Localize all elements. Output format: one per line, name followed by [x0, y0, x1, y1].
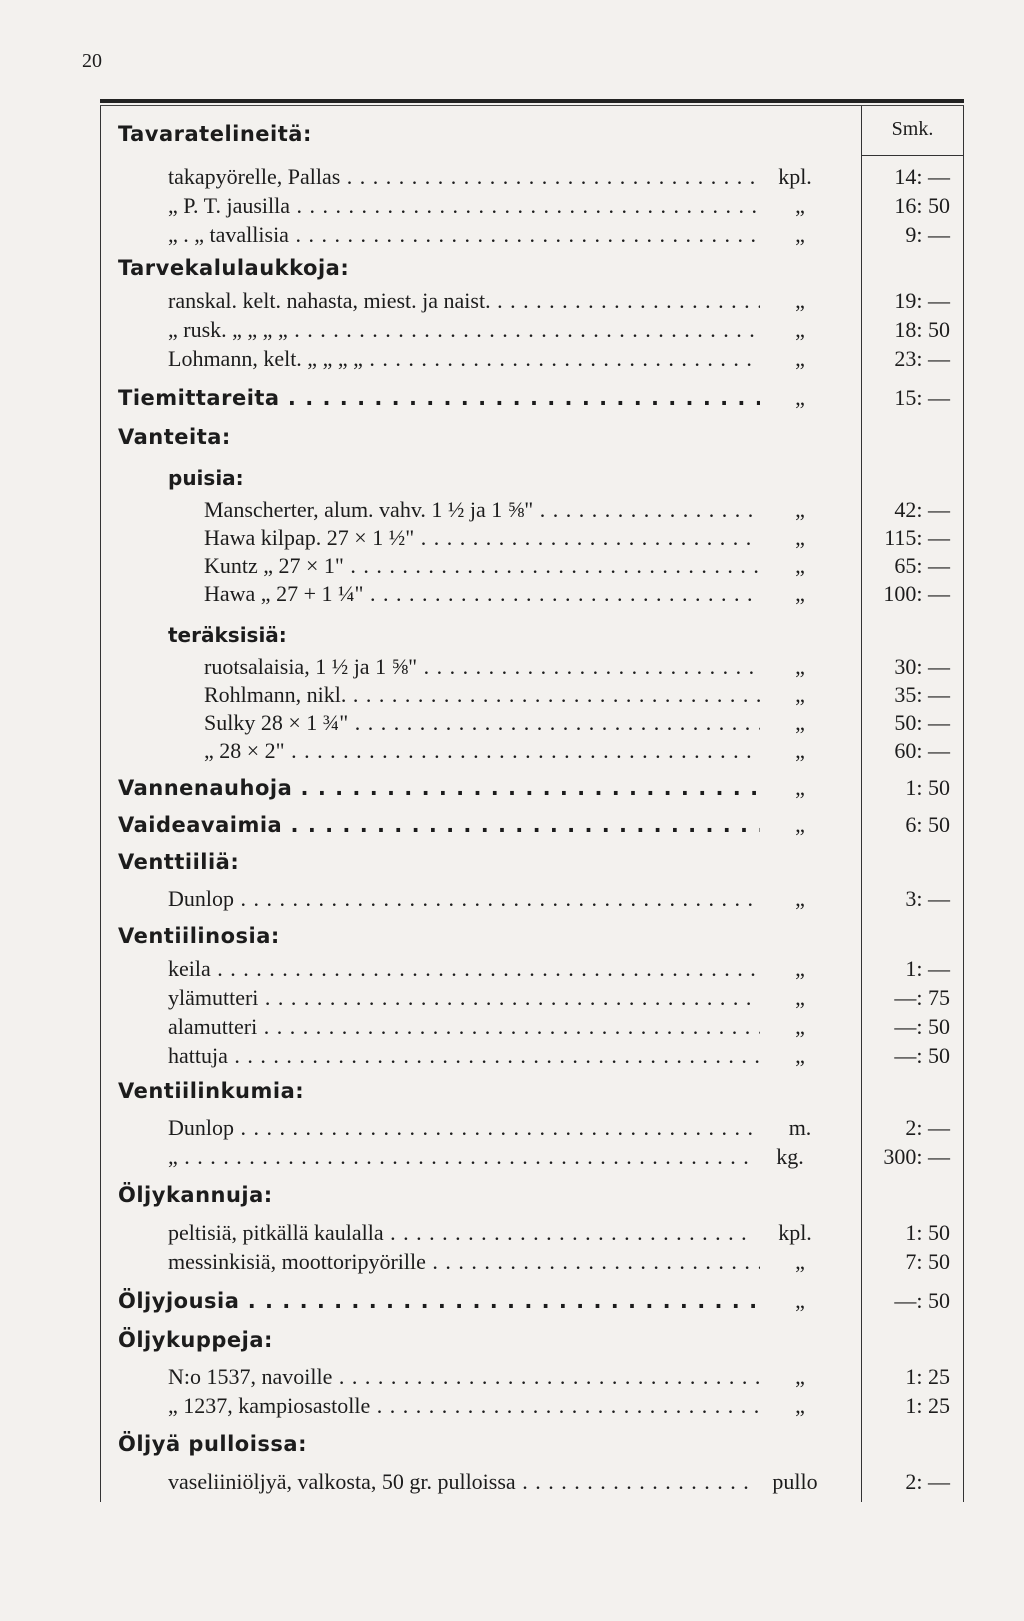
item-description: Rohlmann, nikl. . . .	[204, 680, 760, 710]
price-row	[100, 884, 964, 914]
unit-label: „	[795, 317, 805, 342]
unit-label: „	[795, 385, 805, 410]
item-description: „ . „ tavallisia . . .	[168, 220, 760, 250]
unit-label: pullo	[772, 1469, 818, 1494]
price-row	[100, 1391, 964, 1421]
price-row	[100, 1041, 964, 1071]
unit-label: „	[795, 1393, 805, 1418]
price-row	[100, 344, 964, 374]
price-value: 115: —	[884, 525, 950, 550]
price-row	[100, 736, 964, 766]
item-description: ruotsalaisia, 1 ½ ja 1 ⅝" . . .	[204, 652, 760, 682]
unit-label: „	[795, 1288, 805, 1313]
section-heading-row	[100, 1076, 964, 1106]
subsection-label: puisia:	[168, 466, 244, 490]
price-row	[100, 1113, 964, 1143]
unit-label: „	[795, 222, 805, 247]
unit-label: „	[795, 1014, 805, 1039]
unit-label: „	[795, 346, 805, 371]
item-description: Dunlop . . .	[168, 1113, 760, 1143]
price-value: —: 75	[894, 985, 950, 1010]
section-heading-row	[100, 119, 964, 149]
price-value: 42: —	[894, 497, 950, 522]
unit-label: „	[795, 581, 805, 606]
unit-label: „	[795, 682, 805, 707]
item-description: alamutteri . . .	[168, 1012, 760, 1042]
section-heading-row	[100, 253, 964, 283]
item-description: Sulky 28 × 1 ¾" . . .	[204, 708, 760, 738]
price-value: 60: —	[894, 738, 950, 763]
price-row	[100, 1362, 964, 1392]
price-row	[100, 1218, 964, 1248]
unit-label: „	[795, 193, 805, 218]
price-value: 18: 50	[894, 317, 950, 342]
price-value: —: 50	[894, 1288, 950, 1313]
unit-label: „	[795, 1364, 805, 1389]
section-heading: Ventiilinosia:	[118, 924, 280, 948]
price-value: —: 50	[894, 1043, 950, 1068]
unit-label: „	[795, 1043, 805, 1068]
section-heading-row	[100, 810, 964, 840]
item-description: ylämutteri . . .	[168, 983, 760, 1013]
subsection-label: teräksisiä:	[168, 623, 287, 647]
section-heading-row	[100, 773, 964, 803]
price-row	[100, 1467, 964, 1497]
unit-label: „	[795, 956, 805, 981]
unit-label: „	[795, 525, 805, 550]
price-row	[100, 286, 964, 316]
price-value: 15: —	[894, 385, 950, 410]
subsection-row	[100, 463, 964, 493]
section-heading-row	[100, 921, 964, 951]
unit-label: „	[795, 654, 805, 679]
price-value: 1: 25	[905, 1393, 950, 1418]
section-heading-row	[100, 422, 964, 452]
unit-label: kpl.	[778, 164, 812, 189]
price-value: 1: 25	[905, 1364, 950, 1389]
section-heading: Öljykannuja:	[118, 1183, 273, 1207]
item-description: Hawa „ 27 + 1 ¼" . . .	[204, 579, 760, 609]
item-description: „ 28 × 2" . . .	[204, 736, 760, 766]
item-description: messinkisiä, moottoripyörille . . .	[168, 1247, 760, 1277]
price-value: 9: —	[905, 222, 950, 247]
section-heading: Venttiiliä:	[118, 850, 240, 874]
item-description: Kuntz „ 27 × 1" . . .	[204, 551, 760, 581]
section-heading-row	[100, 847, 964, 877]
unit-label: „	[795, 497, 805, 522]
item-description: Dunlop . . .	[168, 884, 760, 914]
section-heading: Tarvekalulaukkoja:	[118, 256, 350, 280]
section-heading: Tavaratelineitä:	[118, 122, 312, 146]
page-number: 20	[82, 50, 102, 72]
item-description: „ 1237, kampiosastolle . . .	[168, 1391, 760, 1421]
price-row	[100, 191, 964, 221]
price-value: 14: —	[894, 164, 950, 189]
price-value: 16: 50	[894, 193, 950, 218]
unit-label: kpl.	[778, 1220, 812, 1245]
price-value: 30: —	[894, 654, 950, 679]
item-description: N:o 1537, navoille . . .	[168, 1362, 760, 1392]
price-row	[100, 220, 964, 250]
unit-label: „	[795, 985, 805, 1010]
price-value: 100: —	[883, 581, 950, 606]
item-description: „ P. T. jausilla . . .	[168, 191, 760, 221]
price-value: 3: —	[905, 886, 950, 911]
section-heading: Öljyjousia . . .	[118, 1286, 760, 1316]
price-row	[100, 162, 964, 192]
item-description: ranskal. kelt. nahasta, miest. ja naist. . . .	[168, 286, 760, 316]
price-row	[100, 551, 964, 581]
section-heading: Tiemittareita . . .	[118, 383, 760, 413]
item-description: keila . . .	[168, 954, 760, 984]
price-value: —: 50	[894, 1014, 950, 1039]
unit-label: „	[795, 288, 805, 313]
price-row	[100, 652, 964, 682]
section-heading-row	[100, 383, 964, 413]
price-value: 7: 50	[905, 1249, 950, 1274]
item-description: „ . . .	[168, 1142, 755, 1172]
section-heading-row	[100, 1180, 964, 1210]
section-heading: Ventiilinkumia:	[118, 1079, 305, 1103]
section-heading-row	[100, 1286, 964, 1316]
price-value: 65: —	[894, 553, 950, 578]
item-description: hattuja . . .	[168, 1041, 760, 1071]
item-description: peltisiä, pitkällä kaulalla . . .	[168, 1218, 755, 1248]
price-row	[100, 495, 964, 525]
price-row	[100, 1142, 964, 1172]
unit-label: „	[795, 738, 805, 763]
section-heading-row	[100, 1429, 964, 1459]
item-description: Hawa kilpap. 27 × 1 ½" . . .	[204, 523, 760, 553]
section-heading: Vaideavaimia . . .	[118, 810, 760, 840]
top-rule	[100, 99, 964, 103]
unit-label: kg.	[776, 1144, 804, 1169]
price-value: 2: —	[905, 1469, 950, 1494]
price-value: 1: —	[905, 956, 950, 981]
price-value: 19: —	[894, 288, 950, 313]
price-value: 35: —	[894, 682, 950, 707]
price-value: 23: —	[894, 346, 950, 371]
price-value: 300: —	[883, 1144, 950, 1169]
price-value: 50: —	[894, 710, 950, 735]
section-heading-row	[100, 1325, 964, 1355]
price-row	[100, 954, 964, 984]
top-rule-thin	[100, 105, 964, 106]
price-row	[100, 1247, 964, 1277]
price-value: 2: —	[905, 1115, 950, 1140]
header-underline	[862, 155, 963, 156]
unit-label: „	[795, 775, 805, 800]
price-row	[100, 708, 964, 738]
item-description: Lohmann, kelt. „ „ „ „ . . .	[168, 344, 760, 374]
price-row	[100, 315, 964, 345]
currency-column-header: Smk.	[891, 118, 934, 140]
price-row	[100, 1012, 964, 1042]
section-heading: Öljykuppeja:	[118, 1328, 273, 1352]
unit-label: „	[795, 553, 805, 578]
unit-label: „	[795, 812, 805, 837]
price-row	[100, 680, 964, 710]
subsection-row	[100, 620, 964, 650]
item-description: Manscherter, alum. vahv. 1 ½ ja 1 ⅝" . . .	[204, 495, 760, 525]
unit-label: „	[795, 886, 805, 911]
item-description: vaseliiniöljyä, valkosta, 50 gr. pulloissa . . .	[168, 1467, 755, 1497]
unit-label: m.	[788, 1115, 812, 1140]
price-row	[100, 579, 964, 609]
unit-label: „	[795, 1249, 805, 1274]
unit-label: „	[795, 710, 805, 735]
price-row	[100, 523, 964, 553]
item-description: takapyörelle, Pallas . . .	[168, 162, 755, 192]
section-heading: Vanteita:	[118, 425, 231, 449]
section-heading: Öljyä pulloissa:	[118, 1432, 307, 1456]
price-value: 1: 50	[905, 775, 950, 800]
item-description: „ rusk. „ „ „ „ . . .	[168, 315, 760, 345]
price-value: 6: 50	[905, 812, 950, 837]
section-heading: Vannenauhoja . . .	[118, 773, 760, 803]
price-value: 1: 50	[905, 1220, 950, 1245]
price-row	[100, 983, 964, 1013]
